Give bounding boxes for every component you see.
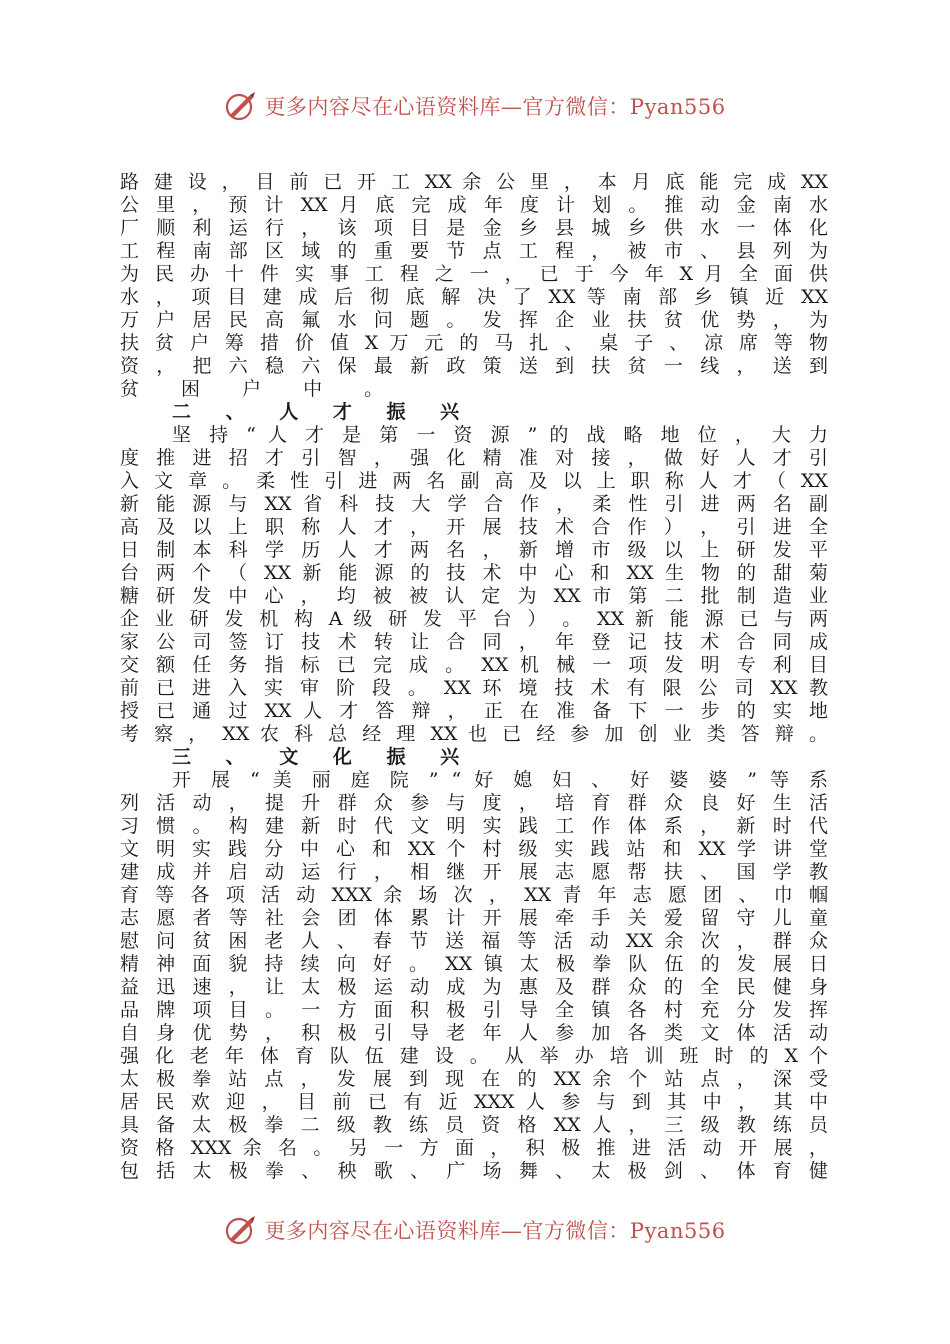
text-line: 太 极 拳 站 点 ， 发 展 到 现 在 的 XX 余 个 站 点 ， 深 受 [120, 1068, 828, 1090]
text-line: 开 展 “ 美 丽 庭 院 ” “ 好 媳 妇 、 好 婆 婆 ” 等 系 [172, 769, 828, 791]
text-line: 公 里 ， 预 计 XX 月 底 完 成 年 度 计 划 。 推 动 金 南 水 [120, 194, 828, 216]
section-heading-talent: 二 、 人 才 振 兴 [172, 401, 474, 423]
text-line: 高 及 以 上 职 称 人 才 ， 开 展 技 术 合 作 ） ， 引 进 全 [120, 516, 828, 538]
text-line: 志 愿 者 等 社 会 团 体 累 计 开 展 牵 手 关 爱 留 守 儿 童 [120, 907, 828, 929]
text-line: 企 业 研 发 机 构 A 级 研 发 平 台 ） 。 XX 新 能 源 已 与 两 [120, 608, 828, 630]
text-line: 具 备 太 极 拳 二 级 教 练 员 资 格 XX 人 ， 三 级 教 练 员 [120, 1114, 828, 1136]
text-line: 家 公 司 签 订 技 术 转 让 合 同 ， 年 登 记 技 术 合 同 成 [120, 631, 828, 653]
text-line: 习 惯 。 构 建 新 时 代 文 明 实 践 工 作 体 系 ， 新 时 代 [120, 815, 828, 837]
text-line: 品 牌 项 目 。 一 方 面 积 极 引 导 全 镇 各 村 充 分 发 挥 [120, 999, 828, 1021]
text-line: 扶 贫 户 筹 措 价 值 X 万 元 的 马 扎 、 桌 子 、 凉 席 等 物 [120, 332, 828, 354]
text-line: 路 建 设 ， 目 前 已 开 工 XX 余 公 里 ， 本 月 底 能 完 成 XX [120, 171, 828, 193]
text-line: 育 等 各 项 活 动 XXX 余 场 次 ， XX 青 年 志 愿 团 、 巾 帼 [120, 884, 828, 906]
text-line: 贫 困 户 中 。 [120, 378, 402, 400]
text-line: 授 已 通 过 XX 人 才 答 辩 ， 正 在 准 备 下 一 步 的 实 地 [120, 700, 828, 722]
text-line: 资 ， 把 六 稳 六 保 最 新 政 策 送 到 扶 贫 一 线 ， 送 到 [120, 355, 828, 377]
text-line: 包 括 太 极 拳 、 秧 歌 、 广 场 舞 、 太 极 剑 、 体 育 健 [120, 1160, 828, 1182]
banner-text: 更多内容尽在心语资料库—官方微信：Pyan556 [264, 1219, 726, 1243]
text-line: 文 明 实 践 分 中 心 和 XX 个 村 级 实 践 站 和 XX 学 讲 堂 [120, 838, 828, 860]
footer-banner [0, 1208, 950, 1252]
paragraph-section-1 [120, 171, 828, 401]
text-line: 自 身 优 势 ， 积 极 引 导 老 年 人 参 加 各 类 文 体 活 动 [120, 1022, 828, 1044]
text-line: 新 能 源 与 XX 省 科 技 大 学 合 作 ， 柔 性 引 进 两 名 副 [120, 493, 828, 515]
pen-logo-icon [224, 89, 258, 123]
header-banner [0, 84, 950, 128]
text-line: 工 程 南 部 区 域 的 重 要 节 点 工 程 ， 被 市 、 县 列 为 [120, 240, 828, 262]
text-line: 列 活 动 ， 提 升 群 众 参 与 度 ， 培 育 群 众 良 好 生 活 [120, 792, 828, 814]
section-heading-culture: 三 、 文 化 振 兴 [172, 746, 474, 768]
text-line: 万 户 居 民 高 氟 水 问 题 。 发 挥 企 业 扶 贫 优 势 ， 为 [120, 309, 828, 331]
text-line: 糖 研 发 中 心 ， 均 被 被 认 定 为 XX 市 第 二 批 制 造 业 [120, 585, 828, 607]
document-body [120, 171, 828, 1183]
text-line: 资 格 XXX 余 名 。 另 一 方 面 ， 积 极 推 进 活 动 开 展 ， [120, 1137, 828, 1159]
pen-logo-icon [224, 1213, 258, 1247]
text-line: 前 已 进 入 实 审 阶 段 。 XX 环 境 技 术 有 限 公 司 XX 教 [120, 677, 828, 699]
text-line: 建 成 并 启 动 运 行 ， 相 继 开 展 志 愿 帮 扶 、 国 学 教 [120, 861, 828, 883]
banner-text: 更多内容尽在心语资料库—官方微信：Pyan556 [264, 95, 726, 119]
text-line: 居 民 欢 迎 ， 目 前 已 有 近 XXX 人 参 与 到 其 中 ， 其 中 [120, 1091, 828, 1113]
text-line: 精 神 面 貌 持 续 向 好 。 XX 镇 太 极 拳 队 伍 的 发 展 日 [120, 953, 828, 975]
text-line: 强 化 老 年 体 育 队 伍 建 设 。 从 举 办 培 训 班 时 的 X 个 [120, 1045, 828, 1067]
text-line: 度 推 进 招 才 引 智 ， 强 化 精 准 对 接 ， 做 好 人 才 引 [120, 447, 828, 469]
paragraph-section-3 [120, 769, 828, 1183]
text-line: 日 制 本 科 学 历 人 才 两 名 ， 新 增 市 级 以 上 研 发 平 [120, 539, 828, 561]
text-line: 水 ， 项 目 建 成 后 彻 底 解 决 了 XX 等 南 部 乡 镇 近 XX [120, 286, 828, 308]
text-line: 坚 持 “ 人 才 是 第 一 资 源 ” 的 战 略 地 位 ， 大 力 [172, 424, 828, 446]
text-line: 为 民 办 十 件 实 事 工 程 之 一 ， 已 于 今 年 X 月 全 面 供 [120, 263, 828, 285]
text-line: 益 迅 速 ， 让 太 极 运 动 成 为 惠 及 群 众 的 全 民 健 身 [120, 976, 828, 998]
text-line: 慰 问 贫 困 老 人 、 春 节 送 福 等 活 动 XX 余 次 ， 群 众 [120, 930, 828, 952]
paragraph-section-2 [120, 424, 828, 746]
text-line: 厂 顺 利 运 行 ， 该 项 目 是 金 乡 县 城 乡 供 水 一 体 化 [120, 217, 828, 239]
text-line: 台 两 个 （ XX 新 能 源 的 技 术 中 心 和 XX 生 物 的 甜 菊 [120, 562, 828, 584]
text-line: 交 额 任 务 指 标 已 完 成 。 XX 机 械 一 项 发 明 专 利 目 [120, 654, 828, 676]
text-line: 入 文 章 。 柔 性 引 进 两 名 副 高 及 以 上 职 称 人 才 （ XX [120, 470, 828, 492]
text-line: 考 察 ， XX 农 科 总 经 理 XX 也 已 经 参 加 创 业 类 答 辩 。 [120, 723, 828, 745]
